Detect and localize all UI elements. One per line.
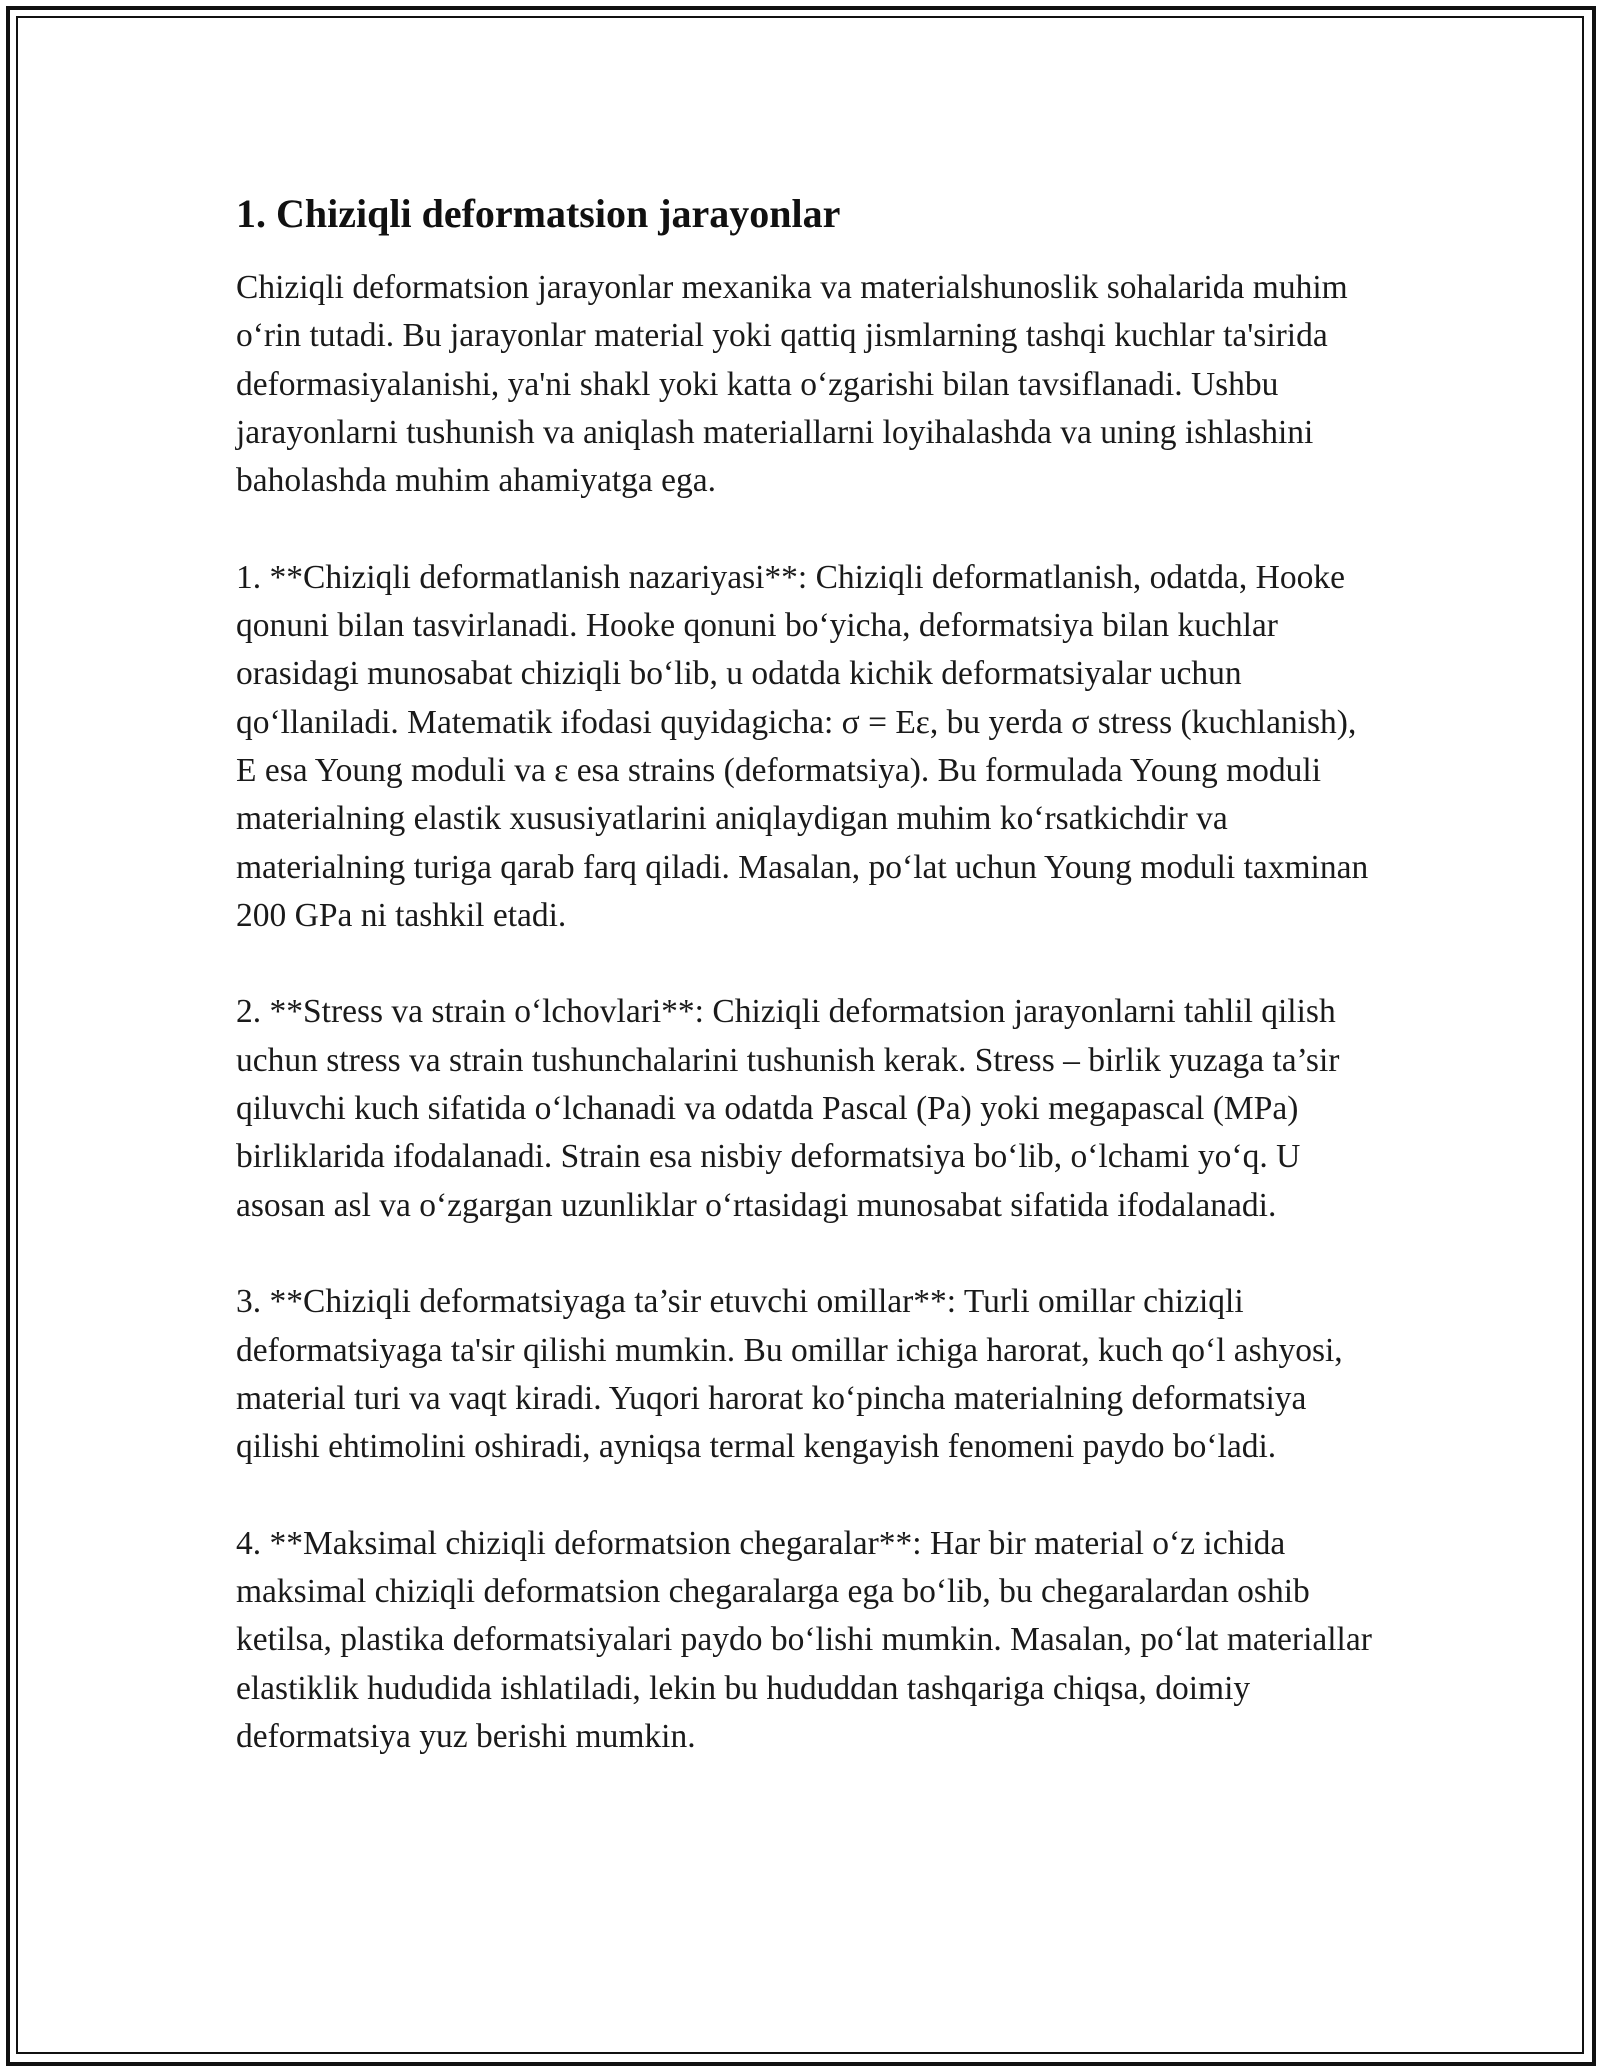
section-4-paragraph: 4. **Maksimal chiziqli deformatsion chegaralar**: Har bir material o‘z ichida maksimal chiziqli deformatsion chegaralarga ega bo‘lib, bu chegaralardan oshib ketilsa, plastika deformatsiyalari paydo bo‘lishi mumkin. Masalan, po‘lat materiallar elastiklik hududida ishlatiladi, lekin bu hududdan tashqariga chiqsa, doimiy deformatsiya yuz berishi mumkin. — [236, 1524, 1372, 1755]
document-body — [236, 186, 1376, 1810]
section-2-paragraph: 2. **Stress va strain o‘lchovlari**: Chiziqli deformatsion jarayonlarni tahlil qilish uchun stress va strain tushunchalarini tushunish kerak. Stress – birlik yuzaga ta’sir qiluvchi kuch sifatida o‘lchanadi va odatda Pascal (Pa) yoki megapascal (MPa) birliklarida ifodalanadi. Strain esa nisbiy deformatsiya bo‘lib, o‘lchami yo‘q. U asosan asl va o‘zgargan uzunliklar o‘rtasidagi munosabat sifatida ifodalanadi. — [236, 993, 1340, 1224]
section-1-paragraph: 1. **Chiziqli deformatlanish nazariyasi**: Chiziqli deformatlanish, odatda, Hooke qonuni bilan tasvirlanadi. Hooke qonuni bo‘yicha, deformatsiya bilan kuchlar orasidagi munosabat chiziqli bo‘lib, u odatda kichik deformatsiyalar uchun qo‘llaniladi. Matematik ifodasi quyidagicha: σ = Eε, bu yerda σ stress (kuchlanish), E esa Young moduli va ε esa strains (deformatsiya). Bu formulada Young moduli materialning elastik xususiyatlarini aniqlaydigan muhim ko‘rsatkichdir va materialning turiga qarab farq qiladi. Masalan, po‘lat uchun Young moduli taxminan 200 GPa ni tashkil etadi. — [236, 558, 1369, 934]
intro-paragraph: Chiziqli deformatsion jarayonlar mexanika va materialshunoslik sohalarida muhim o‘rin tutadi. Bu jarayonlar material yoki qattiq jismlarning tashqi kuchlar ta'sirida deformasiyalanishi, ya'ni shakl yoki katta o‘zgarishi bilan tavsiflanadi. Ushbu jarayonlarni tushunish va aniqlash materiallarni loyihalashda va uning ishlashini baholashda muhim ahamiyatga ega. — [236, 269, 1348, 500]
document-title: 1. Chiziqli deformatsion jarayonlar — [236, 191, 841, 236]
section-3-paragraph: 3. **Chiziqli deformatsiyaga ta’sir etuvchi omillar**: Turli omillar chiziqli deformatsiyaga ta'sir qilishi mumkin. Bu omillar ichiga harorat, kuch qo‘l ashyosi, material turi va vaqt kiradi. Yuqori harorat ko‘pincha materialning deformatsiya qilishi ehtimolini oshiradi, ayniqsa termal kengayish fenomeni paydo bo‘ladi. — [236, 1283, 1343, 1466]
